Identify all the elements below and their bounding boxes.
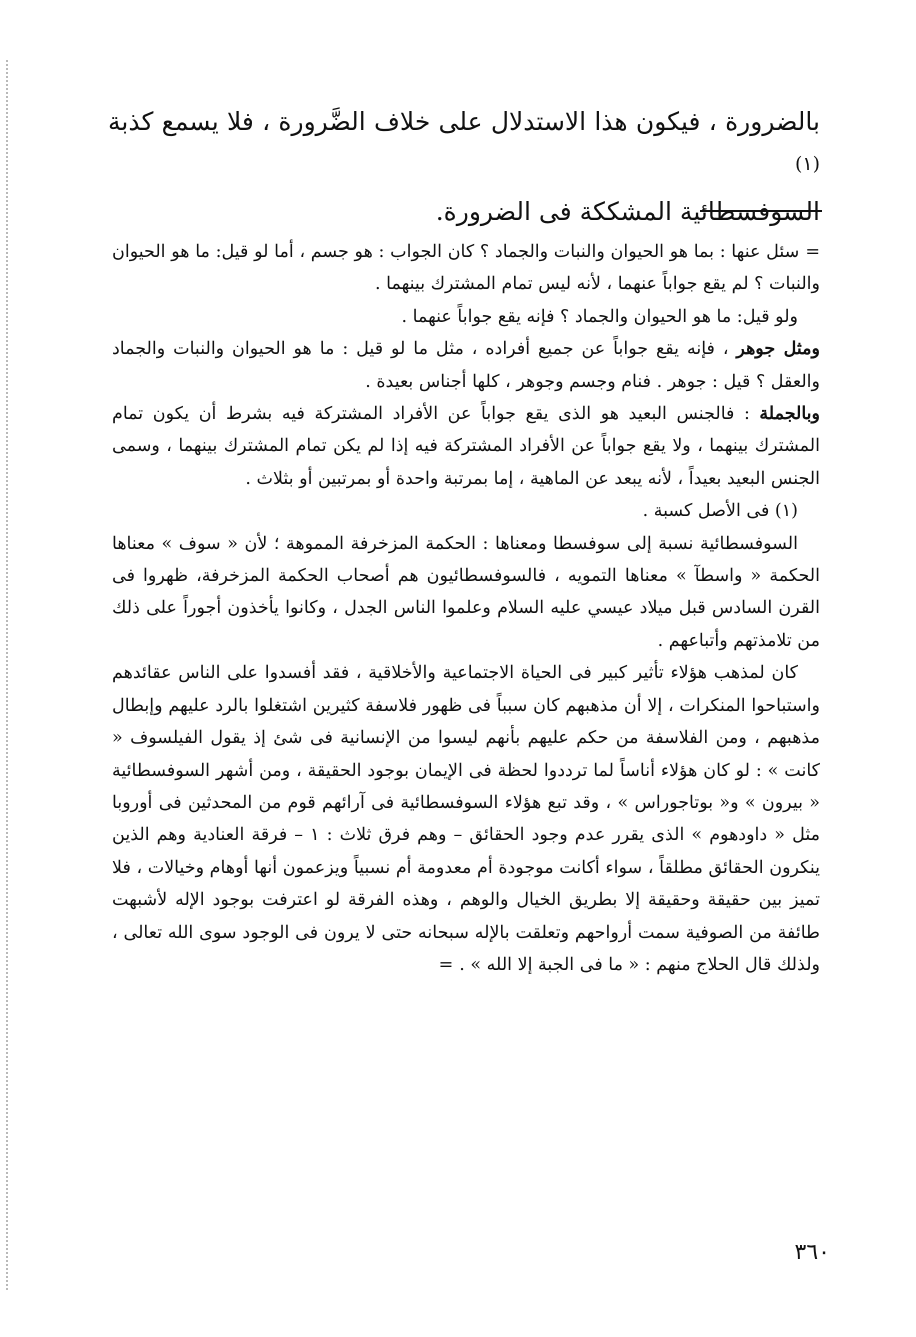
footnotes [112,236,820,981]
footnote-paragraph-text: ، فإنه يقع جواباً عن جميع أفراده ، مثل ما لو قيل : ما هو الحيوان والنبات والجماد والعقل ؟ قيل : جوهر . فنام وجسم وجوهر ، كلها أجناس بعيدة . [112,339,820,392]
main-text-line-1 [108,100,820,190]
footnote-paragraph-text: : فالجنس البعيد هو الذى يقع جواباً عن الأفراد المشتركة فيه بشرط أن يكون تمام المشترك بينهما ، ولا يقع جواباً عن الأفراد المشتركة فيه إذا لم يكن تمام المشترك بينهما ، وسمى الجنس البعيد بعيداً ، لأنه يبعد عن الماهية ، إما بمرتبة واحدة أو بمرتبين أو بثلاث . [112,404,820,489]
footnote-note-1: (١) فى الأصل كسبة . [642,501,798,522]
main-text-line-2: السوفسطائية المشككة فى الضرورة. [435,197,820,226]
punch-hole-margin [6,60,8,1290]
footnote-paragraph [112,398,820,495]
paragraph-lead-word: ومثل جوهر [736,339,820,360]
continuation-mark: = [805,242,820,262]
continuation-mark: = [438,954,454,975]
footnote-paragraph [112,236,820,301]
footnote-paragraph: السوفسطائية نسبة إلى سوفسطا ومعناها : الحكمة المزخرفة المموهة ؛ لأن « سوف » معناها الحكمة « واسطآ » معناها التمويه ، فالسوفسطائيون هم أصحاب الحكمة المزخرفة، ظهروا فى القرن السادس قبل ميلاد عيسي عليه السلام وعلموا الناس الجدل ، وكانوا يأخذون أجوراً على ذلك من تلامذتهم وأتباعهم . [112,533,820,651]
footnote-paragraph [112,657,820,981]
footnote-paragraph-text: سئل عنها : بما هو الحيوان والنبات والجماد ؟ كان الجواب : هو جسم ، أما لو قيل: ما هو الحيوان والنبات ؟ لم يقع جواباً عنهما ، لأنه ليس تمام المشترك بينهما . [112,242,820,295]
paragraph-lead-word: وبالجملة [759,404,820,425]
footnote-reference-marker: (١) [794,153,820,175]
page-number: ٣٦٠ [794,1240,830,1265]
main-text-line-1-content: بالضرورة ، فيكون هذا الاستدلال على خلاف الضَّرورة ، فلا يسمع كذبة [108,107,820,136]
footnote-paragraph [112,333,820,398]
footnote-paragraph: ولو قيل: ما هو الحيوان والجماد ؟ فإنه يقع جواباً عنهما . [401,306,798,327]
main-text [108,100,820,233]
footnote-separator-rule [700,210,822,212]
footnote-paragraph-text: كان لمذهب هؤلاء تأثير كبير فى الحياة الاجتماعية والأخلاقية ، فقد أفسدوا على الناس عقائدهم واستباحوا المنكرات ، إلا أن مذهبهم كان سبباً فى ظهور فلاسفة كثيرين اشتغلوا بالرد عليهم وإبطال مذهبهم ، ومن الفلاسفة من حكم عليهم بأنهم ليسوا من الإنسانية فى شئ إذ يقول الفيلسوف « كانت » : لو كان هؤلاء أناساً لما ترددوا لحظة فى الإيمان بوجود الحقيقة ، ومن أشهر السوفسطائية « بيرون » و« بوتاجوراس » ، وقد تبع هؤلاء السوفسطائية فى آرائهم قوم من المحدثين فى أوروبا مثل « داودهوم » الذى يقرر عدم وجود الحقائق – وهم فرق ثلاث : ١ – فرقة العنادية وهم الذين ينكرون الحقائق مطلقاً ، سواء أكانت موجودة أم معدومة أم نسبياً ويزعمون أنها أوهام وخيالات ، فلا تميز بين حقيقة وحقيقة إلا بطريق الخيال والوهم ، وهذه الفرقة لو اعترفت بوجود الإله لأشبهت طائفة من الصوفية سمت أرواحهم وتعلقت بالإله سبحانه حتى لا يرون فى الوجود سوى الله تعالى ، ولذلك قال الحلاج منهم : « ما فى الجبة إلا الله » . [112,663,820,975]
